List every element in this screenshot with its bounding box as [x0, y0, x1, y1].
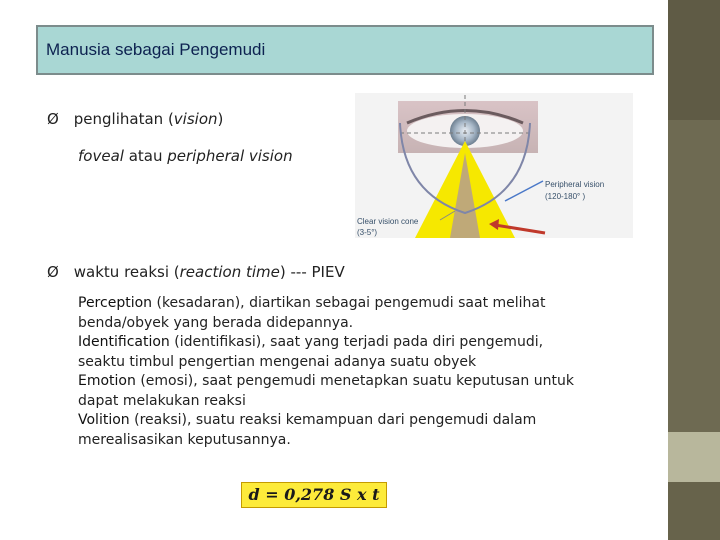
formula-box: d = 0,278 S x t: [241, 482, 387, 508]
side-band-top: [668, 0, 720, 120]
vision-foveal: foveal: [78, 147, 124, 165]
arrow-bullet-icon: Ø: [47, 110, 59, 128]
piev-volition: [78, 411, 578, 450]
peripheral-label: Peripheral vision: [545, 180, 605, 189]
side-band-light: [668, 432, 720, 482]
piev-desc: (reaksi), suatu reaksi kemampuan dari pengemudi dalam merealisasikan keputusannya.: [78, 412, 537, 448]
piev-desc: (identifikasi), saat yang terjadi pada diri pengemudi, seaktu timbul pengertian mengenai adanya suatu obyek: [78, 334, 544, 370]
piev-term: Emotion: [78, 373, 136, 389]
bullet-vision-prefix: penglihatan (: [73, 110, 174, 128]
vision-peripheral: peripheral vision: [167, 147, 293, 165]
bullet-reaction-suffix: ) --- PIEV: [279, 263, 345, 281]
bullet-reaction: [47, 263, 345, 281]
bullet-vision: [47, 110, 223, 128]
vision-diagram-svg: [355, 93, 633, 238]
side-decoration: [668, 0, 720, 540]
piev-term: Identification: [78, 334, 170, 350]
piev-identification: [78, 333, 578, 372]
piev-desc: (emosi), saat pengemudi menetapkan suatu keputusan untuk dapat melakukan reaksi: [78, 373, 574, 409]
peripheral-range: (120-180° ): [545, 192, 586, 201]
piev-desc: (kesadaran), diartikan sebagai pengemudi saat melihat benda/obyek yang berada didepannya.: [78, 295, 546, 331]
bullet-reaction-italic: reaction time: [179, 263, 280, 281]
piev-term: Perception: [78, 295, 153, 311]
bullet-reaction-prefix: waktu reaksi (: [73, 263, 180, 281]
vision-types: [78, 147, 293, 165]
piev-perception: [78, 294, 578, 333]
piev-description: [78, 294, 578, 450]
arrow-bullet-icon: Ø: [47, 263, 59, 281]
piev-term: Volition: [78, 412, 130, 428]
vision-atau: atau: [123, 147, 168, 165]
side-band-bottom: [668, 482, 720, 540]
bullet-vision-italic: vision: [173, 110, 218, 128]
piev-emotion: [78, 372, 578, 411]
title-box: [36, 25, 654, 75]
bullet-vision-suffix: ): [217, 110, 224, 128]
cone-range: (3-5°): [357, 228, 378, 237]
cone-label: Clear vision cone: [357, 217, 419, 226]
slide-title: Manusia sebagai Pengemudi: [46, 40, 266, 59]
vision-diagram: [355, 93, 633, 238]
